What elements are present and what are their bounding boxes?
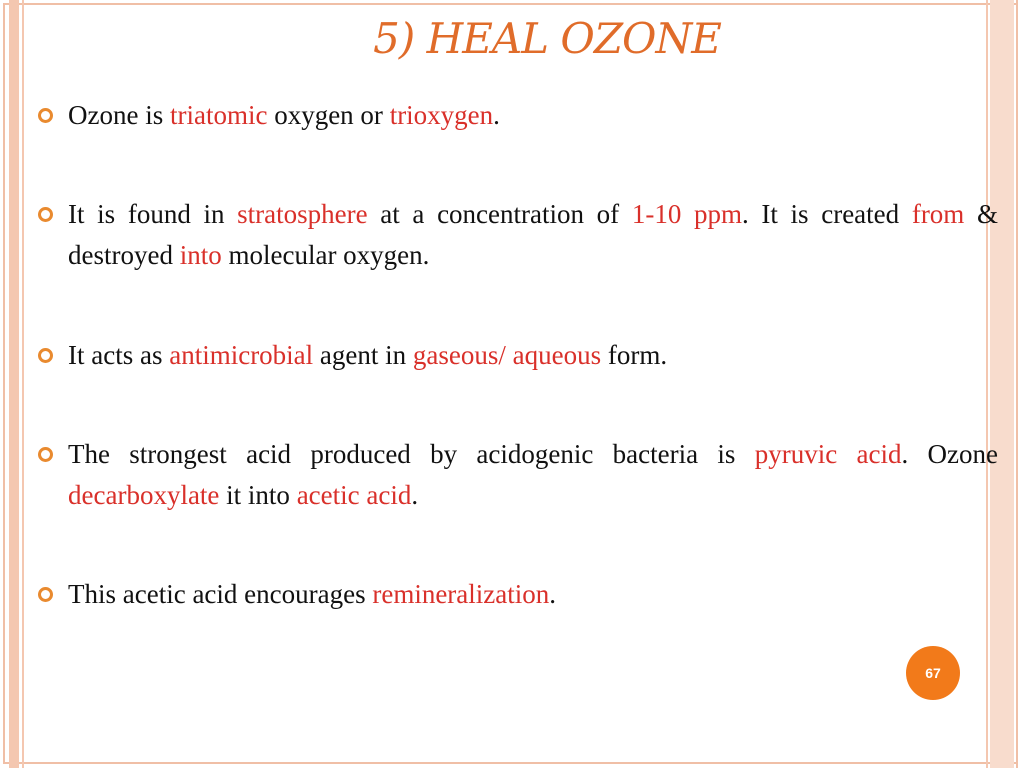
bullet-text-segment: . xyxy=(549,579,557,609)
right-decor-line-outer xyxy=(1016,0,1018,768)
bullet-text-segment: It acts as xyxy=(68,340,170,370)
highlight-term: antimicrobial xyxy=(169,340,314,370)
bullet-ring-icon xyxy=(38,587,53,602)
bullet-text-segment: molecular oxygen. xyxy=(221,240,430,270)
bullet-text xyxy=(68,199,998,270)
bullet-text-segment: The strongest acid produced by acidogenic bacteria is xyxy=(68,439,755,469)
highlight-term: from xyxy=(911,199,965,229)
highlight-term: decarboxylate xyxy=(68,480,220,510)
bullet-ring-icon xyxy=(38,207,53,222)
bullet-text-segment: . It is created xyxy=(741,199,912,229)
bullet-text-segment: It is found in xyxy=(68,199,238,229)
highlight-term: stratosphere xyxy=(237,199,368,229)
bullet-text xyxy=(68,439,998,510)
bullet-text-segment: & destroyed xyxy=(68,199,998,270)
bullet-text-segment: form. xyxy=(601,340,668,370)
bullet-text-segment: at a concentration of xyxy=(367,199,632,229)
highlight-term: into xyxy=(179,240,222,270)
bullet-text xyxy=(68,100,500,130)
highlight-term: 1-10 ppm xyxy=(631,199,742,229)
highlight-term: remineralization xyxy=(372,579,550,609)
bullet-text xyxy=(68,579,556,609)
bullet-text-segment: agent in xyxy=(313,340,413,370)
bullet-text-segment: . xyxy=(493,100,500,130)
bullet-text xyxy=(68,340,667,370)
bullet-text-segment: it into xyxy=(219,480,297,510)
bullet-item xyxy=(38,335,998,376)
bullet-ring-icon xyxy=(38,108,53,123)
bullet-item xyxy=(38,574,998,615)
highlight-term: trioxygen xyxy=(389,100,494,130)
bullet-text-segment: . xyxy=(411,480,419,510)
highlight-term: triatomic xyxy=(169,100,268,130)
bullet-text-segment: oxygen or xyxy=(267,100,390,130)
highlight-term: gaseous/ aqueous xyxy=(412,340,602,370)
highlight-term: acetic acid xyxy=(296,480,412,510)
bullet-item xyxy=(38,194,998,276)
bullet-ring-icon xyxy=(38,447,53,462)
bullet-text-segment: This acetic acid encourages xyxy=(68,579,373,609)
bullet-text-segment: . Ozone xyxy=(901,439,999,469)
bullet-item xyxy=(38,95,998,136)
left-decor-line xyxy=(22,0,24,768)
slide-title: 5) HEAL OZONE xyxy=(373,14,721,63)
bullet-ring-icon xyxy=(38,348,53,363)
highlight-term: pyruvic acid xyxy=(754,439,902,469)
bullet-item xyxy=(38,434,998,516)
page-number-badge: 67 xyxy=(906,646,960,700)
bullet-text-segment: Ozone is xyxy=(68,100,170,130)
left-decor-band xyxy=(9,0,19,768)
